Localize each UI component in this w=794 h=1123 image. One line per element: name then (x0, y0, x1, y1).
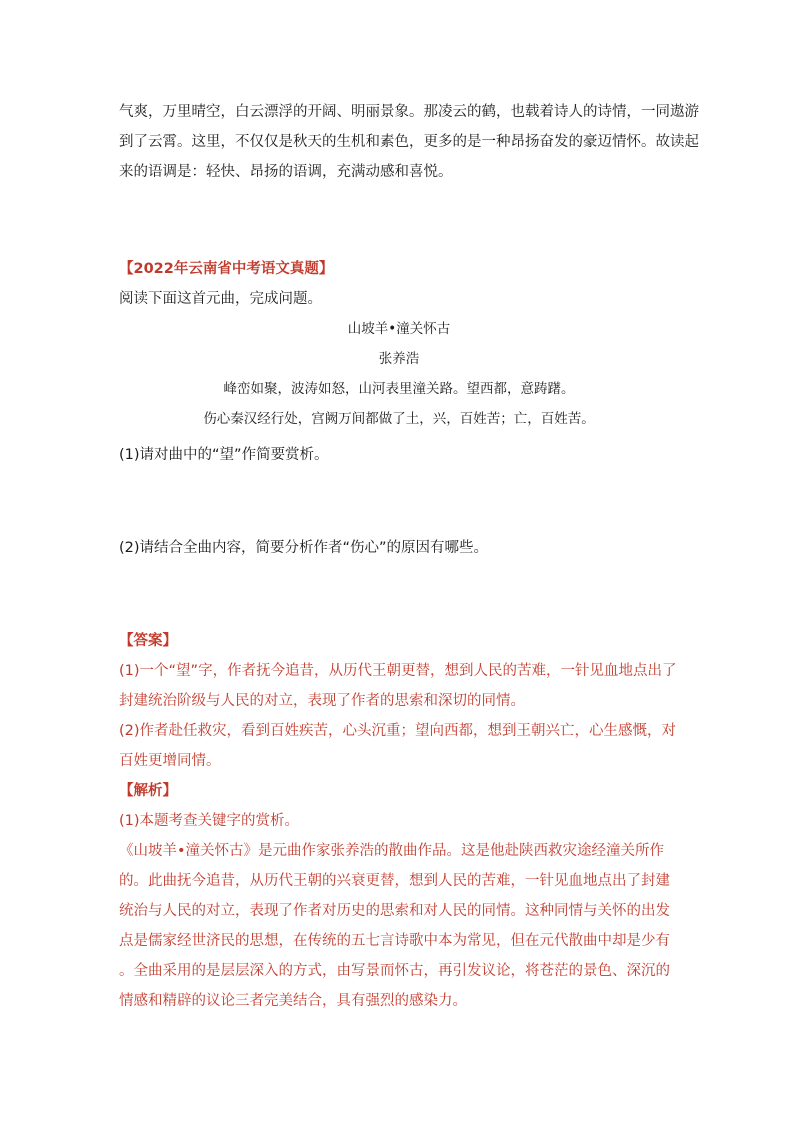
poem-line: 峰峦如聚，波涛如怒，山河表里潼关路。望西都，意踌躇。 (223, 381, 575, 397)
analysis-point: (1)本题考查关键字的赏析。 (119, 813, 300, 829)
analysis-line: 统治与人民的对立，表现了作者对历史的思索和对人民的同情。这种同情与关怀的出发 (119, 903, 670, 919)
intro-line: 到了云霄。这里，不仅仅是秋天的生机和素色，更多的是一种昂扬奋发的豪迈情怀。故读起 (119, 134, 699, 150)
question-1-text: (1)请对曲中的“望”作简要赏析。 (119, 447, 329, 463)
answer-line: 封建统治阶级与人民的对立，表现了作者的思索和深切的同情。 (119, 693, 525, 709)
question-2-text: (2)请结合全曲内容，简要分析作者“伤心”的原因有哪些。 (119, 540, 489, 556)
answer-section (119, 626, 679, 1016)
question-2 (119, 533, 679, 563)
poem-title: 山坡羊•潼关怀古 (347, 321, 451, 337)
exam-header: 【2022年云南省中考语文真题】 (119, 261, 334, 277)
intro-line: 来的语调是：轻快、昂扬的语调，充满动感和喜悦。 (119, 164, 453, 180)
answer-line: (1)一个“望”字，作者抚今追昔，从历代王朝更替，想到人民的苦难，一针见血地点出了 (119, 663, 677, 679)
intro-paragraph (119, 97, 699, 187)
answer-line: 百姓更增同情。 (119, 753, 221, 769)
poem-line: 伤心秦汉经行处，宫阙万间都做了土，兴，百姓苦；亡，百姓苦。 (203, 411, 595, 427)
analysis-line: 点是儒家经世济民的思想，在传统的五七言诗歌中本为常见，但在元代散曲中却是少有 (119, 933, 670, 949)
question-1 (119, 440, 679, 470)
analysis-line: 《山坡羊•潼关怀古》是元曲作家张养浩的散曲作品。这是他赴陕西救灾途经潼关所作 (119, 843, 665, 859)
analysis-header: 【解析】 (119, 783, 177, 799)
answer-line: (2)作者赴任救灾，看到百姓疾苦，心头沉重；望向西都，想到王朝兴亡，心生感慨，对 (119, 723, 677, 739)
answer-header: 【答案】 (119, 633, 177, 649)
poem-author: 张养浩 (378, 351, 420, 367)
analysis-line: 。全曲采用的是层层深入的方式，由写景而怀古，再引发议论，将苍茫的景色、深沉的 (119, 963, 670, 979)
intro-line: 气爽，万里晴空，白云漂浮的开阔、明丽景象。那凌云的鹤，也载着诗人的诗情，一同遨游 (119, 104, 699, 120)
poem (119, 314, 679, 434)
analysis-line: 的。此曲抚今追昔，从历代王朝的兴衰更替，想到人民的苦难，一针见血地点出了封建 (119, 873, 670, 889)
exam-section (119, 254, 679, 314)
exam-instruction: 阅读下面这首元曲，完成问题。 (119, 291, 322, 307)
analysis-line: 情感和精辟的议论三者完美结合，具有强烈的感染力。 (119, 993, 467, 1009)
